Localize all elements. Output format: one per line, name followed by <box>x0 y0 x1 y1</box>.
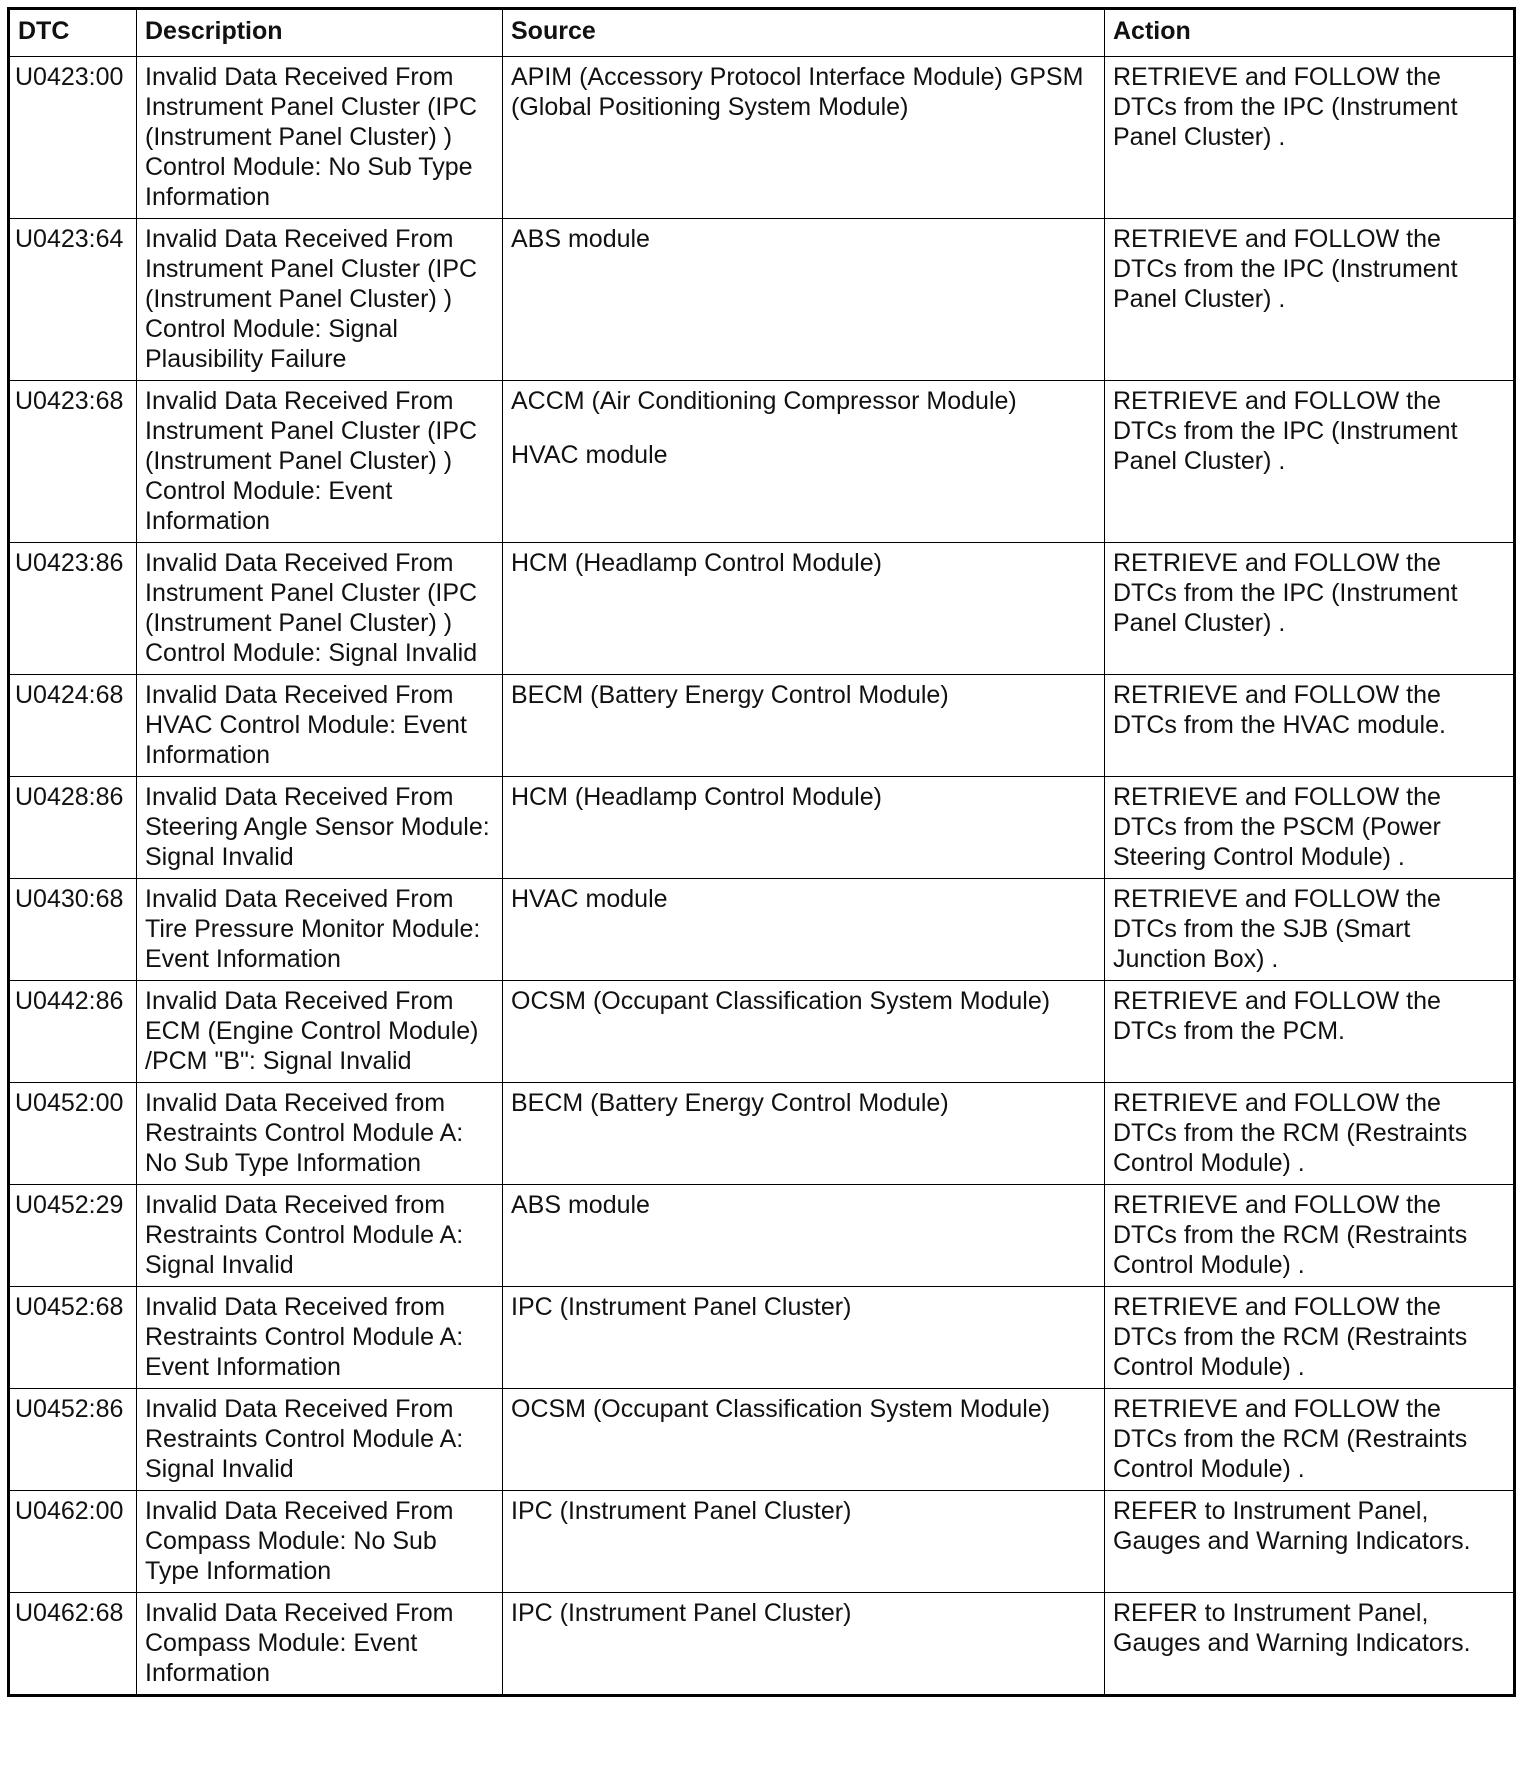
table-row <box>9 1083 1515 1185</box>
dtc-source <box>503 1593 1105 1696</box>
dtc-source <box>503 1491 1105 1593</box>
dtc-action: REFER to Instrument Panel, Gauges and Warning Indicators. <box>1105 1491 1515 1593</box>
dtc-description: Invalid Data Received From Restraints Control Module A: Signal Invalid <box>137 1389 503 1491</box>
source-module: BECM (Battery Energy Control Module) <box>511 681 949 709</box>
table-row <box>9 381 1515 543</box>
source-module: OCSM (Occupant Classification System Module) <box>511 1395 1051 1423</box>
dtc-code: U0462:00 <box>9 1491 137 1593</box>
dtc-description: Invalid Data Received From Instrument Panel Cluster (IPC (Instrument Panel Cluster) ) Control Module: Signal Plausibility Failure <box>137 219 503 381</box>
dtc-action: RETRIEVE and FOLLOW the DTCs from the RCM (Restraints Control Module) . <box>1105 1287 1515 1389</box>
dtc-action: RETRIEVE and FOLLOW the DTCs from the HVAC module. <box>1105 675 1515 777</box>
source-module: APIM (Accessory Protocol Interface Module) GPSM (Global Positioning System Module) <box>511 63 1084 121</box>
table-row <box>9 1287 1515 1389</box>
dtc-source <box>503 1287 1105 1389</box>
dtc-source <box>503 1389 1105 1491</box>
dtc-action: RETRIEVE and FOLLOW the DTCs from the IPC (Instrument Panel Cluster) . <box>1105 381 1515 543</box>
table-row <box>9 57 1515 219</box>
dtc-code: U0452:29 <box>9 1185 137 1287</box>
dtc-description: Invalid Data Received From Instrument Panel Cluster (IPC (Instrument Panel Cluster) ) Control Module: No Sub Type Information <box>137 57 503 219</box>
dtc-action: RETRIEVE and FOLLOW the DTCs from the RCM (Restraints Control Module) . <box>1105 1083 1515 1185</box>
dtc-source <box>503 879 1105 981</box>
dtc-description: Invalid Data Received From Steering Angle Sensor Module: Signal Invalid <box>137 777 503 879</box>
dtc-action: RETRIEVE and FOLLOW the DTCs from the IPC (Instrument Panel Cluster) . <box>1105 543 1515 675</box>
dtc-action: RETRIEVE and FOLLOW the DTCs from the IPC (Instrument Panel Cluster) . <box>1105 219 1515 381</box>
source-module: ABS module <box>511 1191 650 1219</box>
source-module: HCM (Headlamp Control Module) <box>511 549 882 577</box>
source-module: IPC (Instrument Panel Cluster) <box>511 1599 852 1627</box>
dtc-source <box>503 381 1105 543</box>
source-module: ABS module <box>511 225 650 253</box>
dtc-source <box>503 1185 1105 1287</box>
header-row <box>9 9 1515 57</box>
header-action: Action <box>1105 9 1515 57</box>
dtc-code: U0452:68 <box>9 1287 137 1389</box>
table-row <box>9 879 1515 981</box>
source-module: IPC (Instrument Panel Cluster) <box>511 1497 852 1525</box>
source-module: HVAC module <box>511 441 668 469</box>
dtc-source <box>503 1083 1105 1185</box>
dtc-description: Invalid Data Received From Tire Pressure Monitor Module: Event Information <box>137 879 503 981</box>
header-source: Source <box>503 9 1105 57</box>
source-module: ACCM (Air Conditioning Compressor Module) <box>511 387 1017 415</box>
dtc-code: U0462:68 <box>9 1593 137 1696</box>
table-row <box>9 777 1515 879</box>
table-row <box>9 675 1515 777</box>
dtc-description: Invalid Data Received From Instrument Panel Cluster (IPC (Instrument Panel Cluster) ) Control Module: Event Information <box>137 381 503 543</box>
dtc-source <box>503 981 1105 1083</box>
table-row <box>9 1491 1515 1593</box>
source-module: IPC (Instrument Panel Cluster) <box>511 1293 852 1321</box>
dtc-description: Invalid Data Received From HVAC Control Module: Event Information <box>137 675 503 777</box>
table-body <box>9 57 1515 1696</box>
dtc-description: Invalid Data Received From Compass Module: Event Information <box>137 1593 503 1696</box>
dtc-code: U0452:86 <box>9 1389 137 1491</box>
table-row <box>9 1389 1515 1491</box>
dtc-action: RETRIEVE and FOLLOW the DTCs from the RCM (Restraints Control Module) . <box>1105 1185 1515 1287</box>
dtc-description: Invalid Data Received From ECM (Engine Control Module) /PCM "B": Signal Invalid <box>137 981 503 1083</box>
dtc-table <box>7 7 1516 1697</box>
table-row <box>9 1185 1515 1287</box>
dtc-source <box>503 675 1105 777</box>
table-row <box>9 543 1515 675</box>
dtc-action: RETRIEVE and FOLLOW the DTCs from the PCM. <box>1105 981 1515 1083</box>
dtc-code: U0430:68 <box>9 879 137 981</box>
dtc-code: U0452:00 <box>9 1083 137 1185</box>
dtc-source <box>503 777 1105 879</box>
dtc-code: U0442:86 <box>9 981 137 1083</box>
table-row <box>9 1593 1515 1696</box>
header-dtc: DTC <box>9 9 137 57</box>
dtc-code: U0423:68 <box>9 381 137 543</box>
source-module: BECM (Battery Energy Control Module) <box>511 1089 949 1117</box>
dtc-source <box>503 219 1105 381</box>
dtc-code: U0423:00 <box>9 57 137 219</box>
dtc-action: RETRIEVE and FOLLOW the DTCs from the RCM (Restraints Control Module) . <box>1105 1389 1515 1491</box>
dtc-description: Invalid Data Received From Compass Module: No Sub Type Information <box>137 1491 503 1593</box>
dtc-action: REFER to Instrument Panel, Gauges and Warning Indicators. <box>1105 1593 1515 1696</box>
dtc-action: RETRIEVE and FOLLOW the DTCs from the SJB (Smart Junction Box) . <box>1105 879 1515 981</box>
table-row <box>9 219 1515 381</box>
dtc-code: U0423:64 <box>9 219 137 381</box>
dtc-code: U0424:68 <box>9 675 137 777</box>
dtc-code: U0428:86 <box>9 777 137 879</box>
source-module: HCM (Headlamp Control Module) <box>511 783 882 811</box>
dtc-source <box>503 57 1105 219</box>
dtc-action: RETRIEVE and FOLLOW the DTCs from the PSCM (Power Steering Control Module) . <box>1105 777 1515 879</box>
table-row <box>9 981 1515 1083</box>
source-module: HVAC module <box>511 885 668 913</box>
dtc-code: U0423:86 <box>9 543 137 675</box>
dtc-description: Invalid Data Received From Instrument Panel Cluster (IPC (Instrument Panel Cluster) ) Control Module: Signal Invalid <box>137 543 503 675</box>
dtc-description: Invalid Data Received from Restraints Control Module A: Event Information <box>137 1287 503 1389</box>
header-description: Description <box>137 9 503 57</box>
dtc-source <box>503 543 1105 675</box>
dtc-description: Invalid Data Received from Restraints Control Module A: No Sub Type Information <box>137 1083 503 1185</box>
dtc-action: RETRIEVE and FOLLOW the DTCs from the IPC (Instrument Panel Cluster) . <box>1105 57 1515 219</box>
dtc-description: Invalid Data Received from Restraints Control Module A: Signal Invalid <box>137 1185 503 1287</box>
source-module: OCSM (Occupant Classification System Module) <box>511 987 1051 1015</box>
